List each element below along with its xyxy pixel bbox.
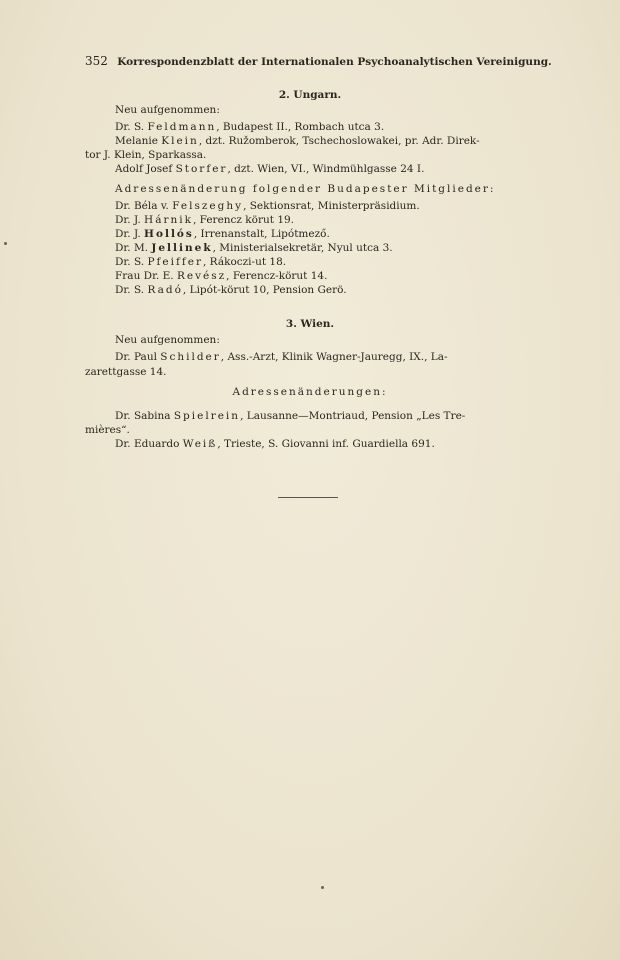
running-header bbox=[85, 54, 552, 68]
member-pfeiffer: Dr. S. Pfeiffer, Rákoczi-ut 18. bbox=[115, 256, 287, 268]
member-harnik: Dr. J. Hárnik, Ferencz körut 19. bbox=[115, 214, 295, 226]
wien-change-label: Adressenänderungen: bbox=[232, 386, 388, 398]
ungarn-neu-label: Neu aufgenommen: bbox=[115, 104, 220, 116]
running-title: Korrespondenzblatt der Internationalen Psychoanalytischen Vereinigung. bbox=[117, 56, 552, 68]
member-jellinek: Dr. M. Jellinek, Ministerialsekretär, Nyul utca 3. bbox=[115, 242, 393, 254]
member-rado: Dr. S. Radó, Lipót-körut 10, Pension Gerö. bbox=[115, 284, 347, 296]
heading-wien: 3. Wien. bbox=[285, 318, 335, 330]
wien-neu-label: Neu aufgenommen: bbox=[115, 334, 220, 346]
entry-spielrein: Dr. Sabina Spielrein, Lausanne—Montriaud, Pension „Les Tre- bbox=[115, 410, 466, 422]
member-hollos: Dr. J. Hollós, Irrenanstalt, Lipótmező. bbox=[115, 228, 330, 240]
page-speck bbox=[321, 886, 324, 889]
entry-spielrein-cont: mières“. bbox=[85, 424, 130, 436]
member-felszeghy: Dr. Béla v. Felszeghy, Sektionsrat, Ministerpräsidium. bbox=[115, 200, 420, 212]
entry-schilder: Dr. Paul Schilder, Ass.-Arzt, Klinik Wagner-Jauregg, IX., La- bbox=[115, 351, 448, 363]
entry-storfer: Adolf Josef Storfer, dzt. Wien, VI., Windmühlgasse 24 I. bbox=[115, 163, 425, 175]
section-divider bbox=[278, 497, 338, 498]
member-revesz: Frau Dr. E. Revész, Ferencz-körut 14. bbox=[115, 270, 328, 282]
entry-schilder-cont: zarettgasse 14. bbox=[85, 366, 167, 378]
page-number: 352 bbox=[85, 54, 108, 68]
margin-speck bbox=[4, 242, 7, 245]
entry-klein-cont: tor J. Klein, Sparkassa. bbox=[85, 149, 207, 161]
ungarn-change-label: Adressenänderung folgender Budapester Mitglieder: bbox=[115, 183, 496, 195]
entry-klein: Melanie Klein, dzt. Ružomberok, Tschechoslowakei, pr. Adr. Direk- bbox=[115, 135, 480, 147]
heading-ungarn: 2. Ungarn. bbox=[278, 89, 342, 101]
entry-feldmann: Dr. S. Feldmann, Budapest II., Rombach utca 3. bbox=[115, 121, 385, 133]
entry-weiss: Dr. Eduardo Weiß, Trieste, S. Giovanni inf. Guardiella 691. bbox=[115, 438, 435, 450]
